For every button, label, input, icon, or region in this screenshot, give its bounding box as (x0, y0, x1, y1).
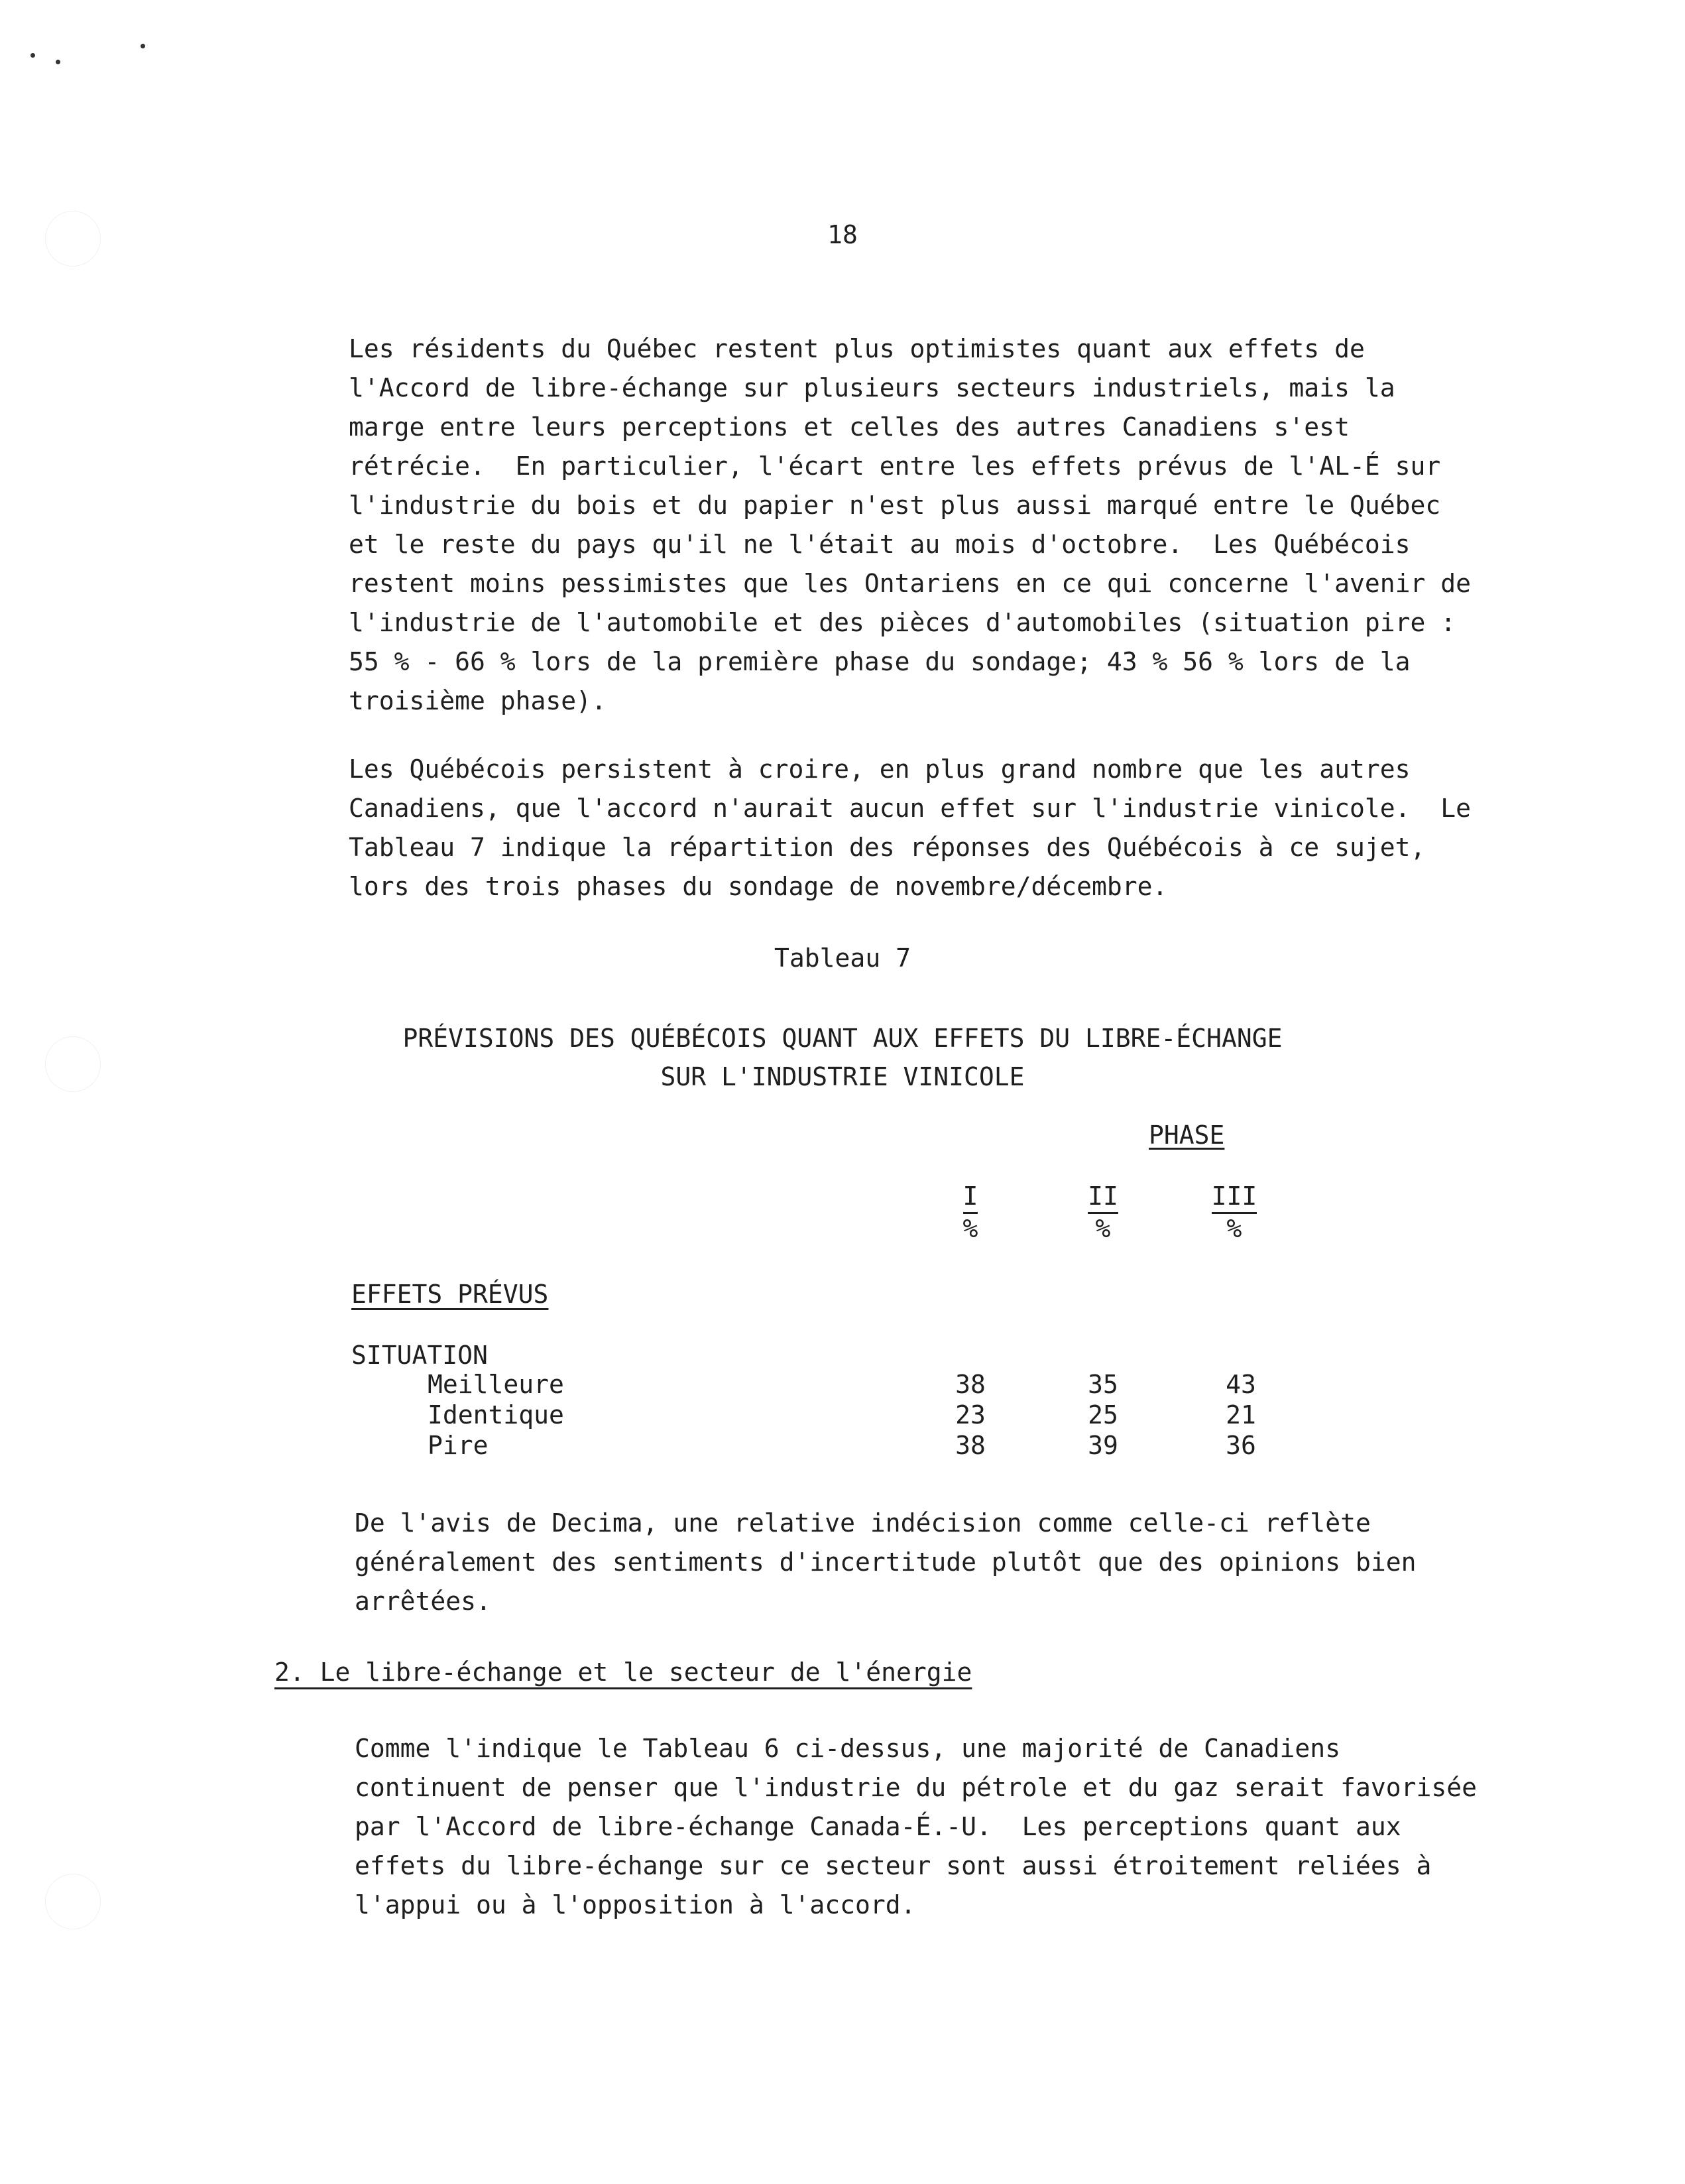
punch-hole-mark (45, 1874, 101, 1929)
text-line: Canadiens, que l'accord n'aurait aucun effet sur l'industrie vinicole. Le (349, 794, 1471, 823)
text-line: généralement des sentiments d'incertitude plutôt que des opinions bien (355, 1547, 1417, 1577)
text-line: arrêtées. (355, 1587, 491, 1616)
text-line: troisième phase). (349, 686, 607, 715)
table-cell: 38 (955, 1431, 986, 1460)
table-cell: 43 (1226, 1370, 1256, 1399)
text-line: rétrécie. En particulier, l'écart entre les effets prévus de l'AL-É sur (349, 452, 1441, 481)
text-line: Les Québécois persistent à croire, en plus grand nombre que les autres (349, 755, 1411, 784)
scan-speck (56, 60, 60, 64)
text-line: marge entre leurs perceptions et celles des autres Canadiens s'est (349, 412, 1350, 442)
column-header-phase-2 (1063, 1182, 1143, 1243)
table-cell: 21 (1226, 1400, 1256, 1429)
text-line: 55 % - 66 % lors de la première phase du sondage; 43 % 56 % lors de la (349, 647, 1411, 676)
paragraph-energy (355, 1729, 1488, 1925)
paragraph-wine-intro (349, 330, 1555, 721)
text-line: lors des trois phases du sondage de novembre/décembre. (349, 872, 1168, 901)
row-label-identique: Identique (428, 1400, 564, 1429)
table-cell: 35 (1088, 1370, 1118, 1399)
table-cell: 36 (1226, 1431, 1256, 1460)
column-unit: % (962, 1214, 978, 1243)
column-header-phase-3 (1194, 1182, 1274, 1243)
column-unit: % (1095, 1214, 1111, 1243)
text-line: Les résidents du Québec restent plus optimistes quant aux effets de (349, 334, 1365, 363)
text-line: l'Accord de libre-échange sur plusieurs secteurs industriels, mais la (349, 373, 1395, 402)
column-header-phase-1 (931, 1182, 1010, 1243)
page-number: 18 (827, 220, 858, 249)
table-caption: Tableau 7 (774, 943, 911, 973)
scan-speck (30, 53, 35, 58)
table-cell: 39 (1088, 1431, 1118, 1460)
scan-speck (141, 44, 145, 48)
column-roman: I (963, 1182, 978, 1214)
table-title-line: SUR L'INDUSTRIE VINICOLE (660, 1062, 1025, 1091)
situation-label: SITUATION (351, 1341, 488, 1370)
column-unit: % (1226, 1214, 1242, 1243)
text-line: l'industrie du bois et du papier n'est plus aussi marqué entre le Québec (349, 491, 1441, 520)
paragraph-wine-industry (349, 750, 1555, 906)
column-roman: II (1088, 1182, 1118, 1214)
row-label-pire: Pire (428, 1431, 489, 1460)
phase-header: PHASE (1149, 1121, 1225, 1150)
text-line: l'appui ou à l'opposition à l'accord. (355, 1890, 916, 1919)
text-line: par l'Accord de libre-échange Canada-É.-U. Les perceptions quant aux (355, 1812, 1401, 1841)
column-roman: III (1212, 1182, 1257, 1214)
row-label-meilleure: Meilleure (428, 1370, 564, 1399)
table-title (0, 1019, 1685, 1096)
text-line: Tableau 7 indique la répartition des réponses des Québécois à ce sujet, (349, 833, 1426, 862)
table-cell: 23 (955, 1400, 986, 1429)
text-line: continuent de penser que l'industrie du pétrole et du gaz serait favorisée (355, 1773, 1477, 1802)
text-line: et le reste du pays qu'il ne l'était au mois d'octobre. Les Québécois (349, 530, 1411, 559)
text-line: restent moins pessimistes que les Ontariens en ce qui concerne l'avenir de (349, 569, 1471, 598)
table-cell: 38 (955, 1370, 986, 1399)
text-line: effets du libre-échange sur ce secteur sont aussi étroitement reliées à (355, 1851, 1432, 1880)
section-heading-energy: 2. Le libre-échange et le secteur de l'énergie (274, 1658, 972, 1687)
effects-heading: EFFETS PRÉVUS (351, 1280, 549, 1309)
paragraph-decima-opinion (355, 1504, 1561, 1621)
text-line: De l'avis de Decima, une relative indécision comme celle-ci reflète (355, 1508, 1371, 1538)
text-line: l'industrie de l'automobile et des pièces d'automobiles (situation pire : (349, 608, 1456, 637)
table-cell: 25 (1088, 1400, 1118, 1429)
text-line: Comme l'indique le Tableau 6 ci-dessus, une majorité de Canadiens (355, 1734, 1341, 1763)
table-title-line: PRÉVISIONS DES QUÉBÉCOIS QUANT AUX EFFETS DU LIBRE-ÉCHANGE (402, 1024, 1283, 1053)
